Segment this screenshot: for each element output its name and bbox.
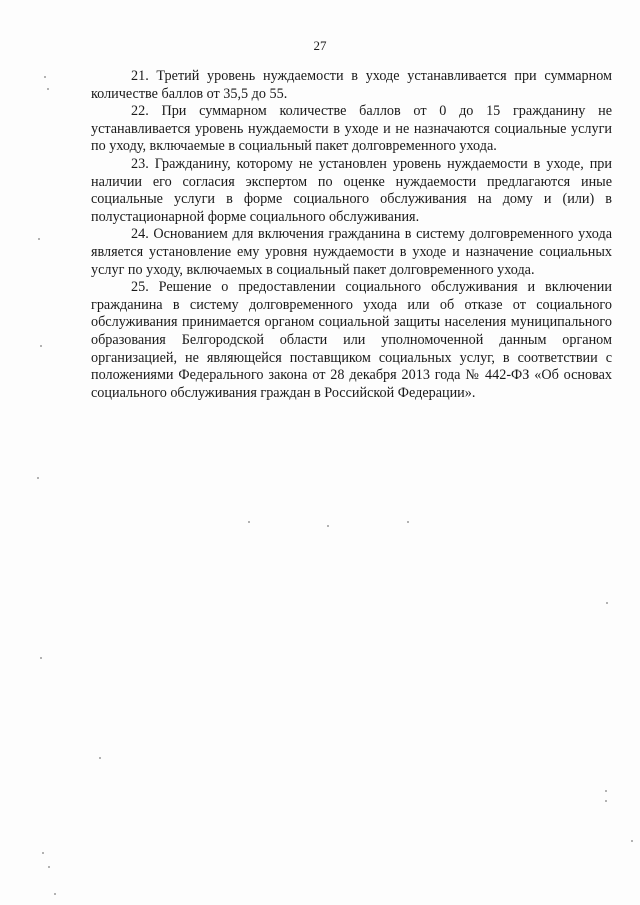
scan-speck	[605, 790, 607, 792]
scan-speck	[40, 345, 42, 347]
paragraph-23: 23. Гражданину, которому не установлен уровень нуждаемости в уходе, при наличии его согласия экспертом по оценке нуждаемости предлагаются иные социальные услуги в форме социального обслуживания на дому и (или) в полустационарной форме социального обслуживания.	[91, 155, 612, 225]
scan-speck	[606, 602, 608, 604]
scan-speck	[40, 657, 42, 659]
scan-speck	[99, 757, 101, 759]
document-body	[91, 68, 612, 402]
scan-speck	[47, 88, 49, 90]
paragraph-25: 25. Решение о предоставлении социального обслуживания и включении гражданина в систему долговременного ухода или об отказе от социального обслуживания принимается органом социальной защиты населения муниципального образования Белгородской области или уполномоченной данным органом организацией, не являющейся поставщиком социальных услуг, в соответствии с положениями Федерального закона от 28 декабря 2013 года № 442-ФЗ «Об основах социального обслуживания граждан в Российской Федерации».	[91, 279, 612, 401]
paragraph-22: 22. При суммарном количестве баллов от 0 до 15 гражданину не устанавливается уровень нуждаемости в уходе и не назначаются социальные услуги по уходу, включаемые в социальный пакет долговременного ухода.	[91, 103, 612, 155]
scan-speck	[248, 521, 250, 523]
scan-speck	[407, 521, 409, 523]
scan-speck	[631, 840, 633, 842]
scan-speck	[48, 866, 50, 868]
scan-speck	[327, 525, 329, 527]
scan-speck	[38, 238, 40, 240]
scan-speck	[54, 893, 56, 895]
paragraph-24: 24. Основанием для включения гражданина в систему долговременного ухода является установление ему уровня нуждаемости в уходе и назначение социальных услуг по уходу, включаемых в социальный пакет долговременного ухода.	[91, 226, 612, 278]
scan-speck	[37, 477, 39, 479]
scan-speck	[42, 852, 44, 854]
page-number: 27	[313, 38, 327, 53]
scan-speck	[44, 76, 46, 78]
scan-speck	[605, 800, 607, 802]
paragraph-21: 21. Третий уровень нуждаемости в уходе устанавливается при суммарном количестве баллов от 35,5 до 55.	[91, 68, 612, 102]
